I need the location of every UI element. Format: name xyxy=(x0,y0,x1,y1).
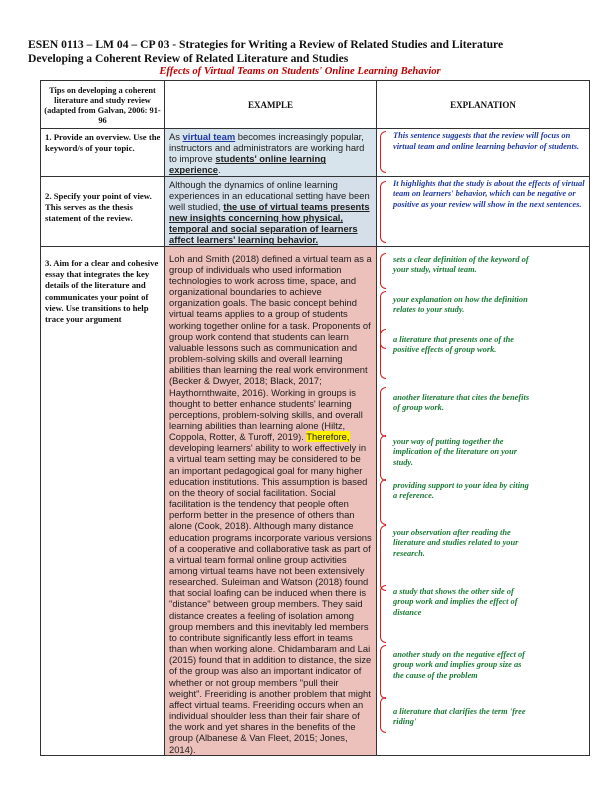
tip-number: 1. xyxy=(45,132,52,142)
bracket-mark xyxy=(380,329,386,379)
column-header-tips: Tips on developing a coherent literature and study review (adapted from Galvan, 2006: 91-96 xyxy=(41,81,165,129)
explanation-note: another study on the negative effect of group work and implies group size as the cause of the problem xyxy=(393,649,525,680)
table-row xyxy=(41,246,590,755)
tip-text: Aim for a clear and cohesive essay that integrates the key details of the literature and communicates your point of view. Use transitions to help trace your argument xyxy=(45,257,159,325)
explanation-cell xyxy=(377,129,590,177)
tip-cell xyxy=(41,246,165,755)
explanation-cell xyxy=(377,176,590,246)
document-subtitle: Effects of Virtual Teams on Students' Online Learning Behavior xyxy=(159,66,441,77)
explanation-note: your observation after reading the literature and studies related to your research. xyxy=(393,527,519,558)
example-cell xyxy=(165,129,377,177)
explanation-note: your explanation on how the definition relates to your study. xyxy=(393,294,528,315)
tip-number: 3. xyxy=(45,257,52,268)
highlighted-transition: Therefore, xyxy=(306,431,350,443)
example-text: Although the dynamics of online learning experiences in an educational setting have been well studied, xyxy=(169,178,370,212)
keyword-virtual-team: virtual team xyxy=(182,131,236,142)
explanation-note: sets a clear definition of the keyword of your study, virtual team. xyxy=(393,254,529,275)
table-row xyxy=(41,176,590,246)
example-text: developing learners' ability to work effectively in a virtual team setting may be considered to be an important pedagogical goal for many higher education institutions. This assumption is based on the theory of social facilitation. Social facilitation is the tendency that people often perform better in the presence of others than alone (Cook, 2018). Although many distance education programs incorporate various versions of a cooperative and collaborative task as part of a virtual team formal online group activities among virtual teams have not been extensively researched. Suleiman and Watson (2018) found that social loafing can be induced when there is "distance" between group members. They said distance creates a feeling of isolation among group members and this inevitably led members to contribute significantly less effort in teams than when working alone. Chidambaram and Lai (2015) found that in addition to distance, the size of the group was also an important indicator of whether or not group members "pull their weight". Freeriding is another problem that might affect virtual teams. Freeriding occurs when an individual shoulder less than their fair share of the work and yet shares in the benefits of the group (Albanese & Van Fleet, 2015; Jones, 2014). xyxy=(169,442,372,755)
bracket-mark xyxy=(380,645,386,699)
bracket-mark xyxy=(380,253,386,289)
explanation-cell xyxy=(377,246,590,755)
explanation-note: It highlights that the study is about the effects of virtual team on learners' behavior, which can be negative or positive as your review will show in the next sentences. xyxy=(393,178,585,209)
tip-text: Provide an overview. Use the keyword/s of your topic. xyxy=(45,132,161,154)
document-header xyxy=(28,38,588,66)
bracket-mark xyxy=(380,479,386,525)
bracket-mark xyxy=(380,585,386,643)
tip-cell xyxy=(41,176,165,246)
explanation-note: This sentence suggests that the review will focus on virtual team and online learning behavior of students. xyxy=(393,131,580,151)
column-header-explanation: EXPLANATION xyxy=(377,81,590,129)
table-header-row xyxy=(41,81,590,129)
bracket-mark xyxy=(380,697,386,733)
explanation-notes xyxy=(377,247,589,738)
header-line-2: Developing a Coherent Review of Related Literature and Studies xyxy=(28,52,349,65)
explanation-note: another literature that cites the benefits of group work. xyxy=(393,392,530,413)
bracket-mark xyxy=(380,387,386,437)
example-text: Loh and Smith (2018) defined a virtual team as a group of individuals who used information technologies to work across time, space, and organizational boundaries to achieve organization goals. The basic concept behind virtual teams applies to a group of students working together online for a task. Proponents of group work contend that students can learn valuable lessons such as communication and problem-solving skills and overall learning abilities than learning the real work environment (Becker & Dwyer, 2018; Black, 2017; Haythornthwaite, 2016). Working in groups is thought to better enhance students' learning perceptions, problem-solving skills, and overall learning abilities than learning alone (Hiltz, Coppola, Rotter, & Turoff, 2019). xyxy=(169,252,372,443)
tip-number: 2. xyxy=(45,190,52,201)
bracket-mark xyxy=(380,525,386,591)
review-table xyxy=(40,80,590,756)
example-text: becomes increasingly popular, instructors and administrators are working hard to improve xyxy=(169,131,365,165)
header-line-1: ESEN 0113 – LM 04 – CP 03 - Strategies for Writing a Review of Related Studies and Literature xyxy=(28,38,504,51)
example-text: . xyxy=(218,164,221,176)
table-row xyxy=(41,129,590,177)
thesis-statement: the use of virtual teams presents new insights concerning how physical, temporal and social separation of learners affect learners' learning behavior. xyxy=(169,200,370,246)
bracket-mark xyxy=(380,435,386,481)
example-text: As xyxy=(169,131,183,142)
tip-text: Specify your point of view. This serves as the thesis statement of the review. xyxy=(45,190,152,224)
bracket-mark xyxy=(380,181,386,243)
explanation-note: a literature that clarifies the term 'free riding' xyxy=(393,706,526,727)
explanation-note: a literature that presents one of the positive effects of group work. xyxy=(393,334,514,355)
explanation-note: providing support to your idea by citing a reference. xyxy=(393,480,529,501)
bracket-mark xyxy=(380,131,386,173)
explanation-note: a study that shows the other side of group work and implies the effect of distance xyxy=(393,586,518,617)
tip-cell xyxy=(41,129,165,177)
example-cell xyxy=(165,176,377,246)
example-cell xyxy=(165,246,377,755)
column-header-example: EXAMPLE xyxy=(165,81,377,129)
keyword-learning-experience: students' online learning experience xyxy=(169,153,326,176)
explanation-note: your way of putting together the implication of the literature on your study. xyxy=(393,436,518,467)
